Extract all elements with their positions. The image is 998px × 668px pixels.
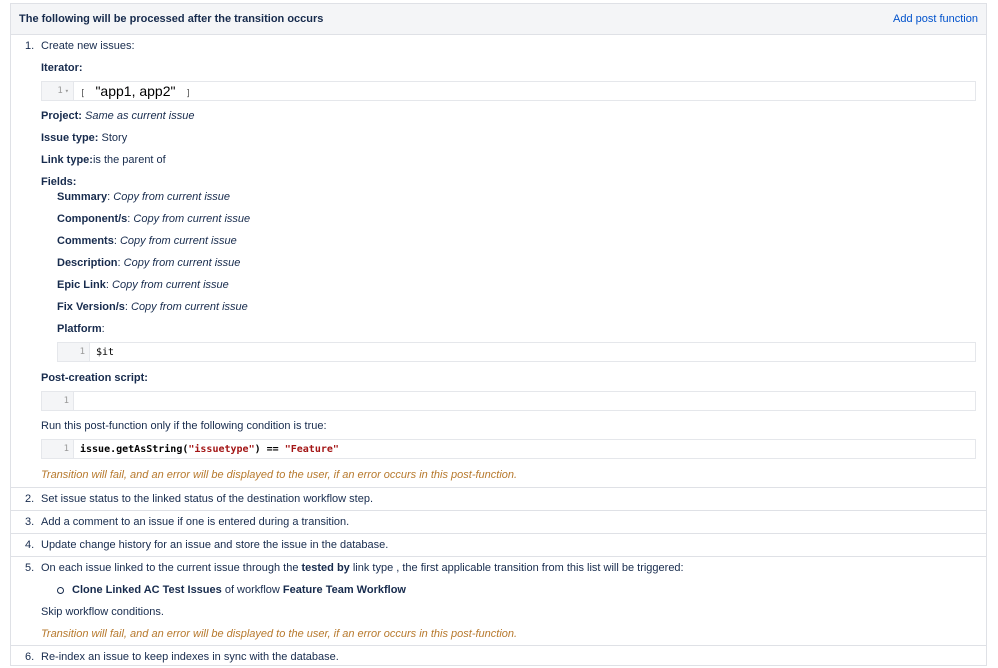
field-components: Component/s: Copy from current issue [57, 213, 251, 225]
post-function-item-5 [11, 557, 986, 646]
post-creation-script-editor[interactable] [41, 391, 976, 411]
platform-code-editor[interactable] [57, 342, 976, 362]
item-number: 6. [25, 651, 35, 663]
condition-code: issue.getAsString("issuetype") == "Feature" [80, 443, 339, 455]
line-number: 1 [57, 86, 63, 96]
line-number-gutter [42, 82, 74, 100]
item-number: 2. [25, 493, 35, 505]
item-text: Update change history for an issue and store the issue in the database. [41, 539, 389, 551]
iterator-code: [ "app1, app2" ] [80, 83, 191, 99]
iterator-code-editor[interactable] [41, 81, 976, 101]
item-number: 1. [25, 40, 35, 52]
field-fix-versions: Fix Version/s: Copy from current issue [57, 301, 248, 313]
platform-code: $it [96, 346, 115, 358]
add-post-function-link[interactable]: Add post function [892, 13, 978, 25]
item-text: Re-index an issue to keep indexes in sync with the database. [41, 651, 339, 663]
skip-conditions-text: Skip workflow conditions. [41, 606, 164, 618]
transition-list-item: Clone Linked AC Test Issues of workflow Feature Team Workflow [57, 584, 406, 596]
panel-header [11, 4, 986, 35]
item-text: Add a comment to an issue if one is entered during a transition. [41, 516, 350, 528]
item-number: 5. [25, 562, 35, 574]
item-number: 3. [25, 516, 35, 528]
item5-warning: Transition will fail, and an error will be displayed to the user, if an error occurs in this post-function. [41, 628, 518, 640]
post-function-item-6 [11, 646, 986, 668]
field-epic-link: Epic Link: Copy from current issue [57, 279, 229, 291]
item-text: Set issue status to the linked status of the destination workflow step. [41, 493, 374, 505]
post-functions-panel [10, 3, 987, 666]
issue-type-line: Issue type: Story [41, 132, 128, 144]
iterator-label: Iterator: [41, 62, 83, 74]
post-creation-script-label: Post-creation script: [41, 372, 148, 384]
create-issues-title: Create new issues: [41, 40, 135, 52]
post-function-item-4 [11, 534, 986, 557]
line-number-gutter: 1 [42, 392, 74, 410]
field-description: Description: Copy from current issue [57, 257, 241, 269]
fold-arrow-icon[interactable]: ▾ [64, 87, 69, 95]
field-comments: Comments: Copy from current issue [57, 235, 237, 247]
item-number: 4. [25, 539, 35, 551]
panel-title: The following will be processed after the transition occurs [19, 13, 324, 25]
link-type-line: Link type:is the parent of [41, 154, 166, 166]
condition-code-editor[interactable] [41, 439, 976, 459]
field-platform: Platform: [57, 323, 105, 335]
bullet-icon [57, 587, 64, 594]
post-function-item-1 [11, 35, 986, 488]
project-line: Project: Same as current issue [41, 110, 195, 122]
post-function-item-3 [11, 511, 986, 534]
line-number-gutter: 1 [42, 440, 74, 458]
item-text: On each issue linked to the current issue through the tested by link type , the first applicable transition from this list will be triggered: [41, 562, 684, 574]
post-function-item-2 [11, 488, 986, 511]
fields-label: Fields: [41, 176, 77, 188]
condition-label: Run this post-function only if the following condition is true: [41, 420, 327, 432]
field-summary: Summary: Copy from current issue [57, 191, 231, 203]
item1-warning: Transition will fail, and an error will be displayed to the user, if an error occurs in this post-function. [41, 469, 518, 481]
line-number-gutter: 1 [58, 343, 90, 361]
